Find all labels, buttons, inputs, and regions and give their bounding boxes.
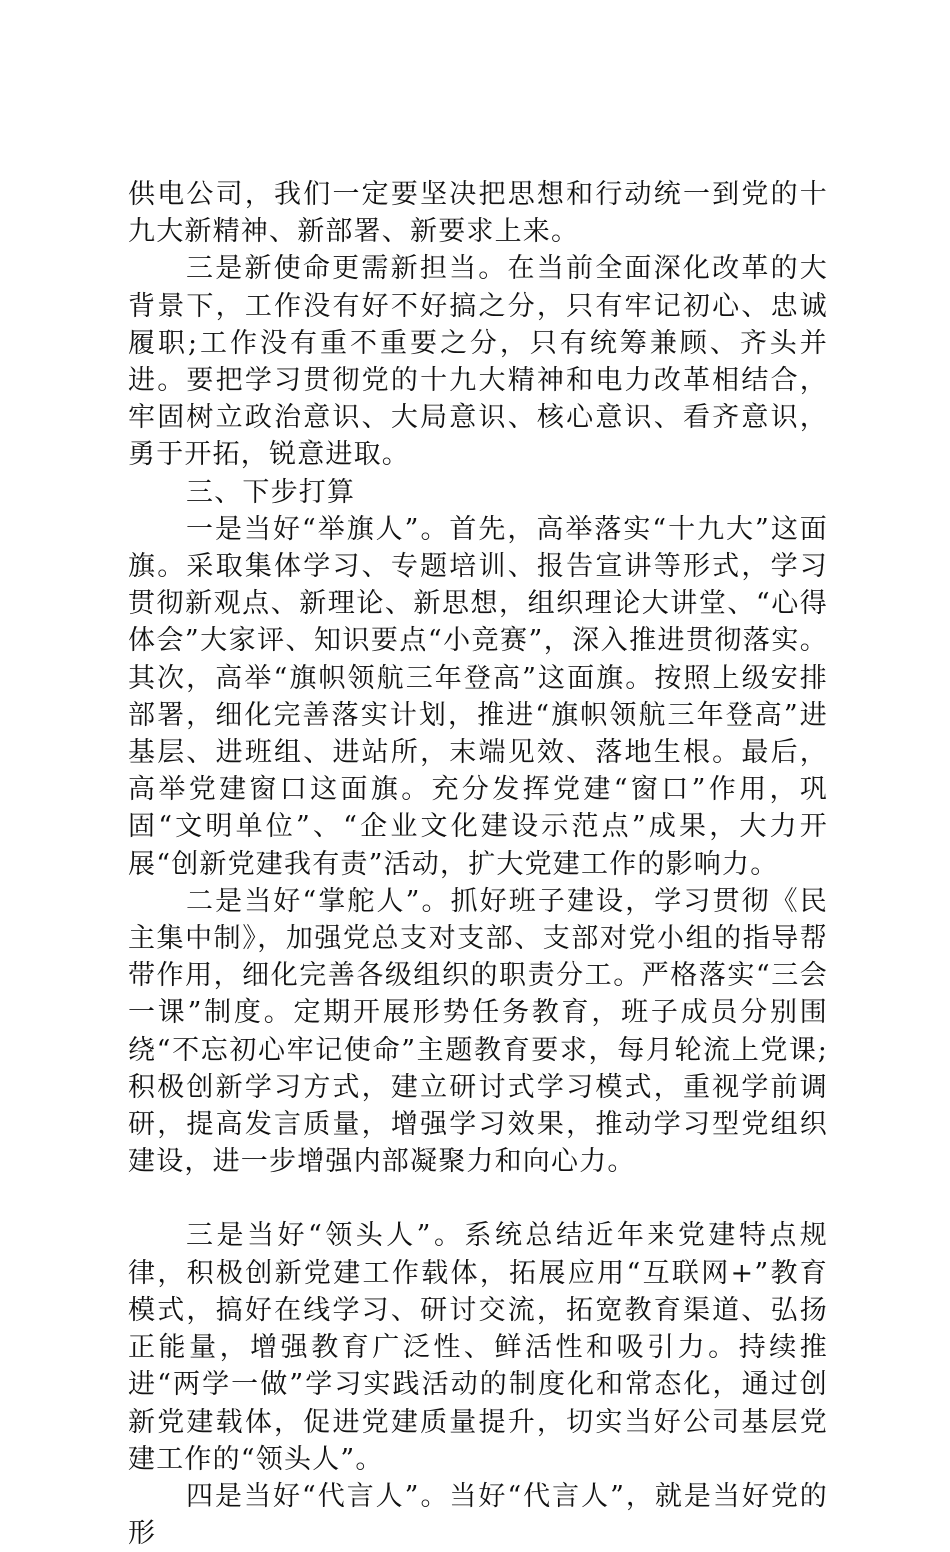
paragraph-spokesperson: 四是当好“代言人”。当好“代言人”，就是当好党的形: [128, 1480, 828, 1550]
paragraph-continuation: 供电公司，我们一定要坚决把思想和行动统一到党的十九大新精神、新部署、新要求上来。: [128, 179, 828, 248]
paragraph-flag-bearer: 一是当好“举旗人”。首先，高举落实“十九大”这面旗。采取集体学习、专题培训、报告宣讲等形式，学习贯彻新观点、新理论、新思想，组织理论大讲堂、“心得体会”大家评、知识要点“小竞赛”，深入推进贯彻落实。其次，高举“旗帜领航三年登高”这面旗。按照上级安排部署，细化完善落实计划，推进“旗帜领航三年登高”进基层、进班组、进站所，末端见效、落地生根。最后，高举党建窗口这面旗。充分发挥党建“窗口”作用，巩固“文明单位”、“企业文化建设示范点”成果，大力开展“创新党建我有责”活动，扩大党建工作的影响力。: [128, 513, 828, 880]
paragraph-new-mission: 三是新使命更需新担当。在当前全面深化改革的大背景下，工作没有好不好搞之分，只有牢记初心、忠诚履职;工作没有重不重要之分，只有统筹兼顾、齐头并进。要把学习贯彻党的十九大精神和电力改革相结合，牢固树立政治意识、大局意识、核心意识、看齐意识，勇于开拓，锐意进取。: [128, 253, 828, 471]
section-heading-next-steps: 三、下步打算: [186, 476, 356, 508]
paragraph-helmsman: 二是当好“掌舵人”。抓好班子建设，学习贯彻《民主集中制》，加强党总支对支部、支部对党小组的指导帮带作用，细化完善各级组织的职责分工。严格落实“三会一课”制度。定期开展形势任务教育，班子成员分别围绕“不忘初心牢记使命”主题教育要求，每月轮流上党课;积极创新学习方式，建立研讨式学习模式，重视学前调研，提高发言质量，增强学习效果，推动学习型党组织建设，进一步增强内部凝聚力和向心力。: [128, 885, 828, 1178]
paragraph-leader: 三是当好“领头人”。系统总结近年来党建特点规律，积极创新党建工作载体，拓展应用“互联网+”教育模式，搞好在线学习、研讨交流，拓宽教育渠道、弘扬正能量，增强教育广泛性、鲜活性和吸引力。持续推进“两学一做”学习实践活动的制度化和常态化，通过创新党建载体，促进党建质量提升，切实当好公司基层党建工作的“领头人”。: [128, 1220, 828, 1475]
document-page: [128, 176, 828, 1552]
